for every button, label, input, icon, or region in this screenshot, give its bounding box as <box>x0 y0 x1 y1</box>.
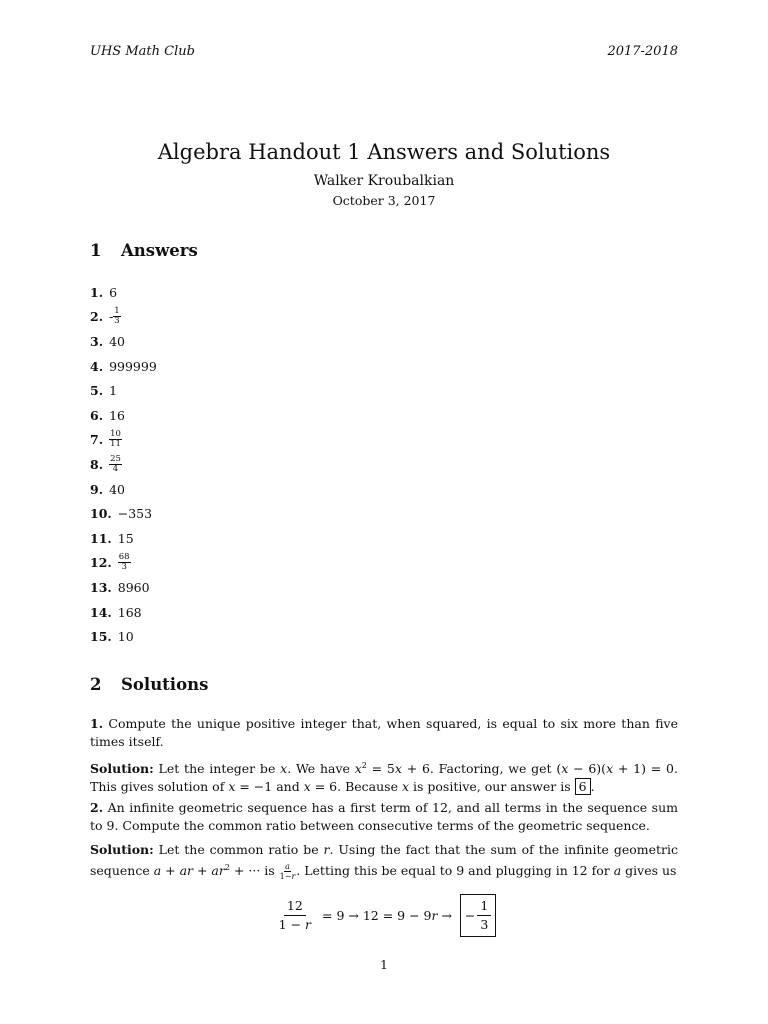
answer-item <box>90 403 157 428</box>
answer-item <box>90 600 157 625</box>
section-title: Solutions <box>121 675 209 694</box>
section-number: 2 <box>90 675 102 694</box>
equation-fraction: $\frac{12}{1 - r}$ <box>278 898 312 932</box>
answer-fraction <box>109 455 122 474</box>
answer-item <box>90 428 157 453</box>
answer-value: 16 <box>109 407 125 423</box>
problem-2-statement <box>90 799 678 835</box>
answer-label: 9. <box>90 481 104 497</box>
answer-fraction <box>118 553 131 572</box>
fraction-denominator: 11 <box>110 439 121 450</box>
answer-value: 40 <box>109 481 125 497</box>
solution-label: Solution: <box>90 761 154 777</box>
problem-label: 1. <box>90 716 104 731</box>
solution-label: Solution: <box>90 842 154 857</box>
running-header-right: 2017-2018 <box>607 44 678 59</box>
answer-value: 8960 <box>117 579 150 595</box>
answer-item <box>90 378 157 403</box>
answer-item <box>90 452 157 477</box>
answer-label: 8. <box>90 456 104 472</box>
answer-item <box>90 305 157 330</box>
problem-2-solution: Solution: Let the common ratio be r. Using the fact that the sum of the infinite geometric sequence a + ar + $ar^2$ + ··· is $\frac{a}{1-r}$ . Letting this be equal to 9 and plugging in 12 for a gives us <box>90 842 678 882</box>
answer-item <box>90 477 157 502</box>
answer-value: 10 <box>117 629 134 645</box>
document-title: Algebra Handout 1 Answers and Solutions <box>157 140 611 164</box>
answers-list <box>90 280 157 649</box>
answer-item <box>90 354 157 379</box>
problem-label: 2. <box>90 800 104 815</box>
answer-item <box>90 575 157 600</box>
answer-label: 14. <box>90 604 112 620</box>
boxed-answer: 6 <box>575 778 591 795</box>
answer-label: 15. <box>90 629 112 645</box>
answer-value: 1 <box>109 383 118 399</box>
fraction-denominator: 3 <box>114 316 120 327</box>
section-number: 1 <box>90 241 102 260</box>
answer-item <box>90 526 157 551</box>
problem-text: Compute the unique positive integer that, when squared, is equal to six more than five times itself. <box>90 716 678 749</box>
answer-label: 6. <box>90 407 104 423</box>
fraction-numerator: 1 <box>114 306 120 317</box>
fraction-numerator: 25 <box>110 453 121 464</box>
document-date: October 3, 2017 <box>332 193 436 208</box>
answer-value: 40 <box>109 333 125 349</box>
problem-1-statement <box>90 715 678 751</box>
fraction-numerator: 68 <box>118 552 130 563</box>
answer-value: 999999 <box>109 358 157 374</box>
answer-label: 1. <box>90 284 104 300</box>
answer-label: 2. <box>90 309 104 325</box>
answer-item <box>90 329 157 354</box>
answer-value: 168 <box>117 604 142 620</box>
fraction-denominator: 3 <box>121 562 127 573</box>
answer-label: 3. <box>90 333 104 349</box>
section-heading-solutions <box>90 675 208 694</box>
answer-item <box>90 624 157 649</box>
answer-label: 4. <box>90 358 104 374</box>
document-author: Walker Kroubalkian <box>313 173 455 189</box>
answer-label: 11. <box>90 530 112 546</box>
answer-label: 7. <box>90 432 104 448</box>
answer-label: 5. <box>90 383 104 399</box>
answer-item <box>90 501 157 526</box>
problem-text: An infinite geometric sequence has a first term of 12, and all terms in the sequence sum to 9. Compute the common ratio between consecutive terms of the geometric sequence. <box>90 800 678 833</box>
answer-fraction <box>109 430 122 449</box>
answer-label: 13. <box>90 579 112 595</box>
answer-fraction <box>113 307 120 326</box>
answer-value: 6 <box>109 284 118 300</box>
section-title: Answers <box>121 241 198 260</box>
answer-item <box>90 280 157 305</box>
solution-equation: $\frac{12}{1 - r}$ = 9 → 12 = 9 − 9r → − $\frac{1}{3}$ <box>0 894 768 937</box>
fraction-denominator: 4 <box>112 463 119 474</box>
section-heading-answers <box>90 241 198 260</box>
answer-item <box>90 551 157 576</box>
answer-label: 12. <box>90 555 112 571</box>
answer-value: −353 <box>117 506 153 522</box>
answer-value: 15 <box>117 530 134 546</box>
problem-1-solution: Solution: Let the integer be x. We have $x^2 = 5x + 6$. Factoring, we get (x − 6)(x + 1) = 0. This gives solution of x = −1 and x = 6. Because x is positive, our answer is 6 . <box>90 761 678 795</box>
answer-label: 10. <box>90 506 112 522</box>
fraction-numerator: 10 <box>110 429 121 440</box>
running-header-left: UHS Math Club <box>90 44 195 59</box>
boxed-answer: − $\frac{1}{3}$ <box>460 894 496 937</box>
page-number: 1 <box>380 957 388 972</box>
answer-sign: - <box>109 309 114 325</box>
